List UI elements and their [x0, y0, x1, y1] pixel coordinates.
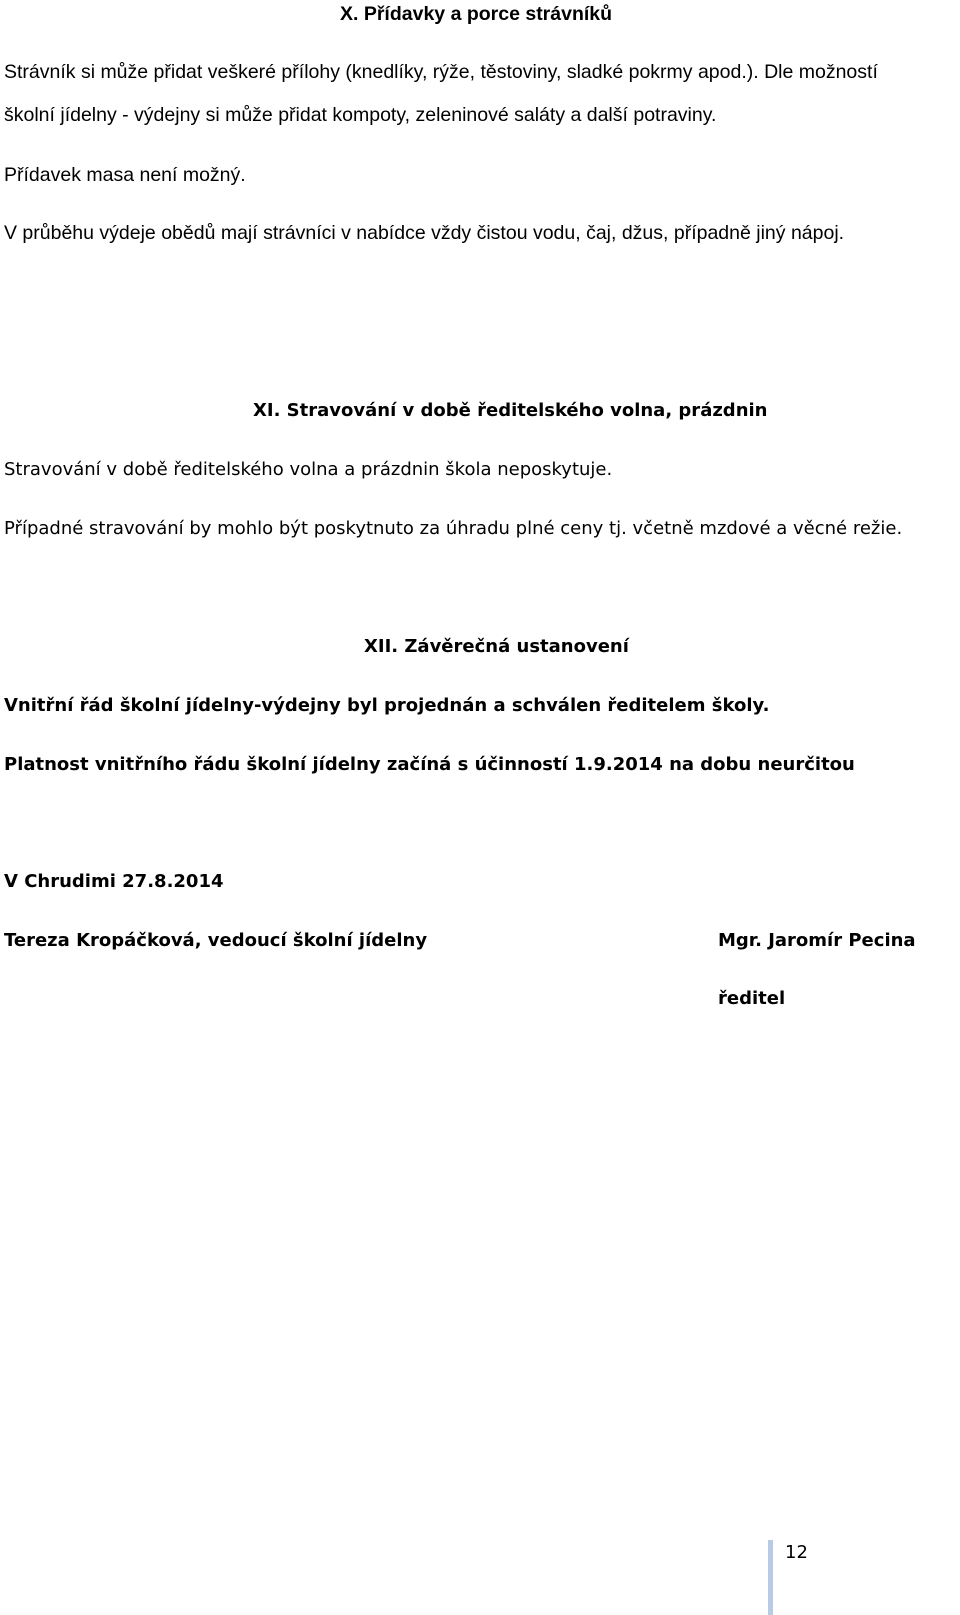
section-x-paragraph-1-line-2: školní jídelny - výdejny si může přidat kompoty, zeleninové saláty a další potraviny.: [4, 104, 717, 126]
signatory-left: Tereza Kropáčková, vedoucí školní jídelny: [4, 930, 428, 951]
section-xii-paragraph-1: Vnitřní řád školní jídelny-výdejny byl projednán a schválen ředitelem školy.: [4, 695, 770, 716]
page-number: 12: [785, 1542, 808, 1563]
signatory-right-role: ředitel: [718, 988, 786, 1009]
section-x-paragraph-1-line-1: Strávník si může přidat veškeré přílohy (knedlíky, rýže, těstoviny, sladké pokrmy apod.). Dle možností: [4, 61, 878, 83]
section-xii-paragraph-2: Platnost vnitřního řádu školní jídelny začíná s účinností 1.9.2014 na dobu neurčitou: [4, 754, 855, 775]
section-xi-paragraph-2: Případné stravování by mohlo být poskytnuto za úhradu plné ceny tj. včetně mzdové a věcné režie.: [4, 518, 903, 539]
page-number-bar: [768, 1540, 773, 1615]
section-x-paragraph-2: Přídavek masa není možný.: [4, 164, 246, 186]
section-x-paragraph-3: V průběhu výdeje obědů mají strávníci v nabídce vždy čistou vodu, čaj, džus, případně jiný nápoj.: [4, 222, 845, 244]
section-xi-heading: XI. Stravování v době ředitelského volna, prázdnin: [253, 400, 768, 421]
section-xi-paragraph-1: Stravování v době ředitelského volna a prázdnin škola neposkytuje.: [4, 459, 613, 480]
section-xii-heading: XII. Závěrečná ustanovení: [364, 636, 629, 657]
place-and-date: V Chrudimi 27.8.2014: [4, 871, 224, 892]
signatory-right: Mgr. Jaromír Pecina: [718, 930, 916, 951]
section-x-heading: X. Přídavky a porce strávníků: [340, 3, 613, 25]
